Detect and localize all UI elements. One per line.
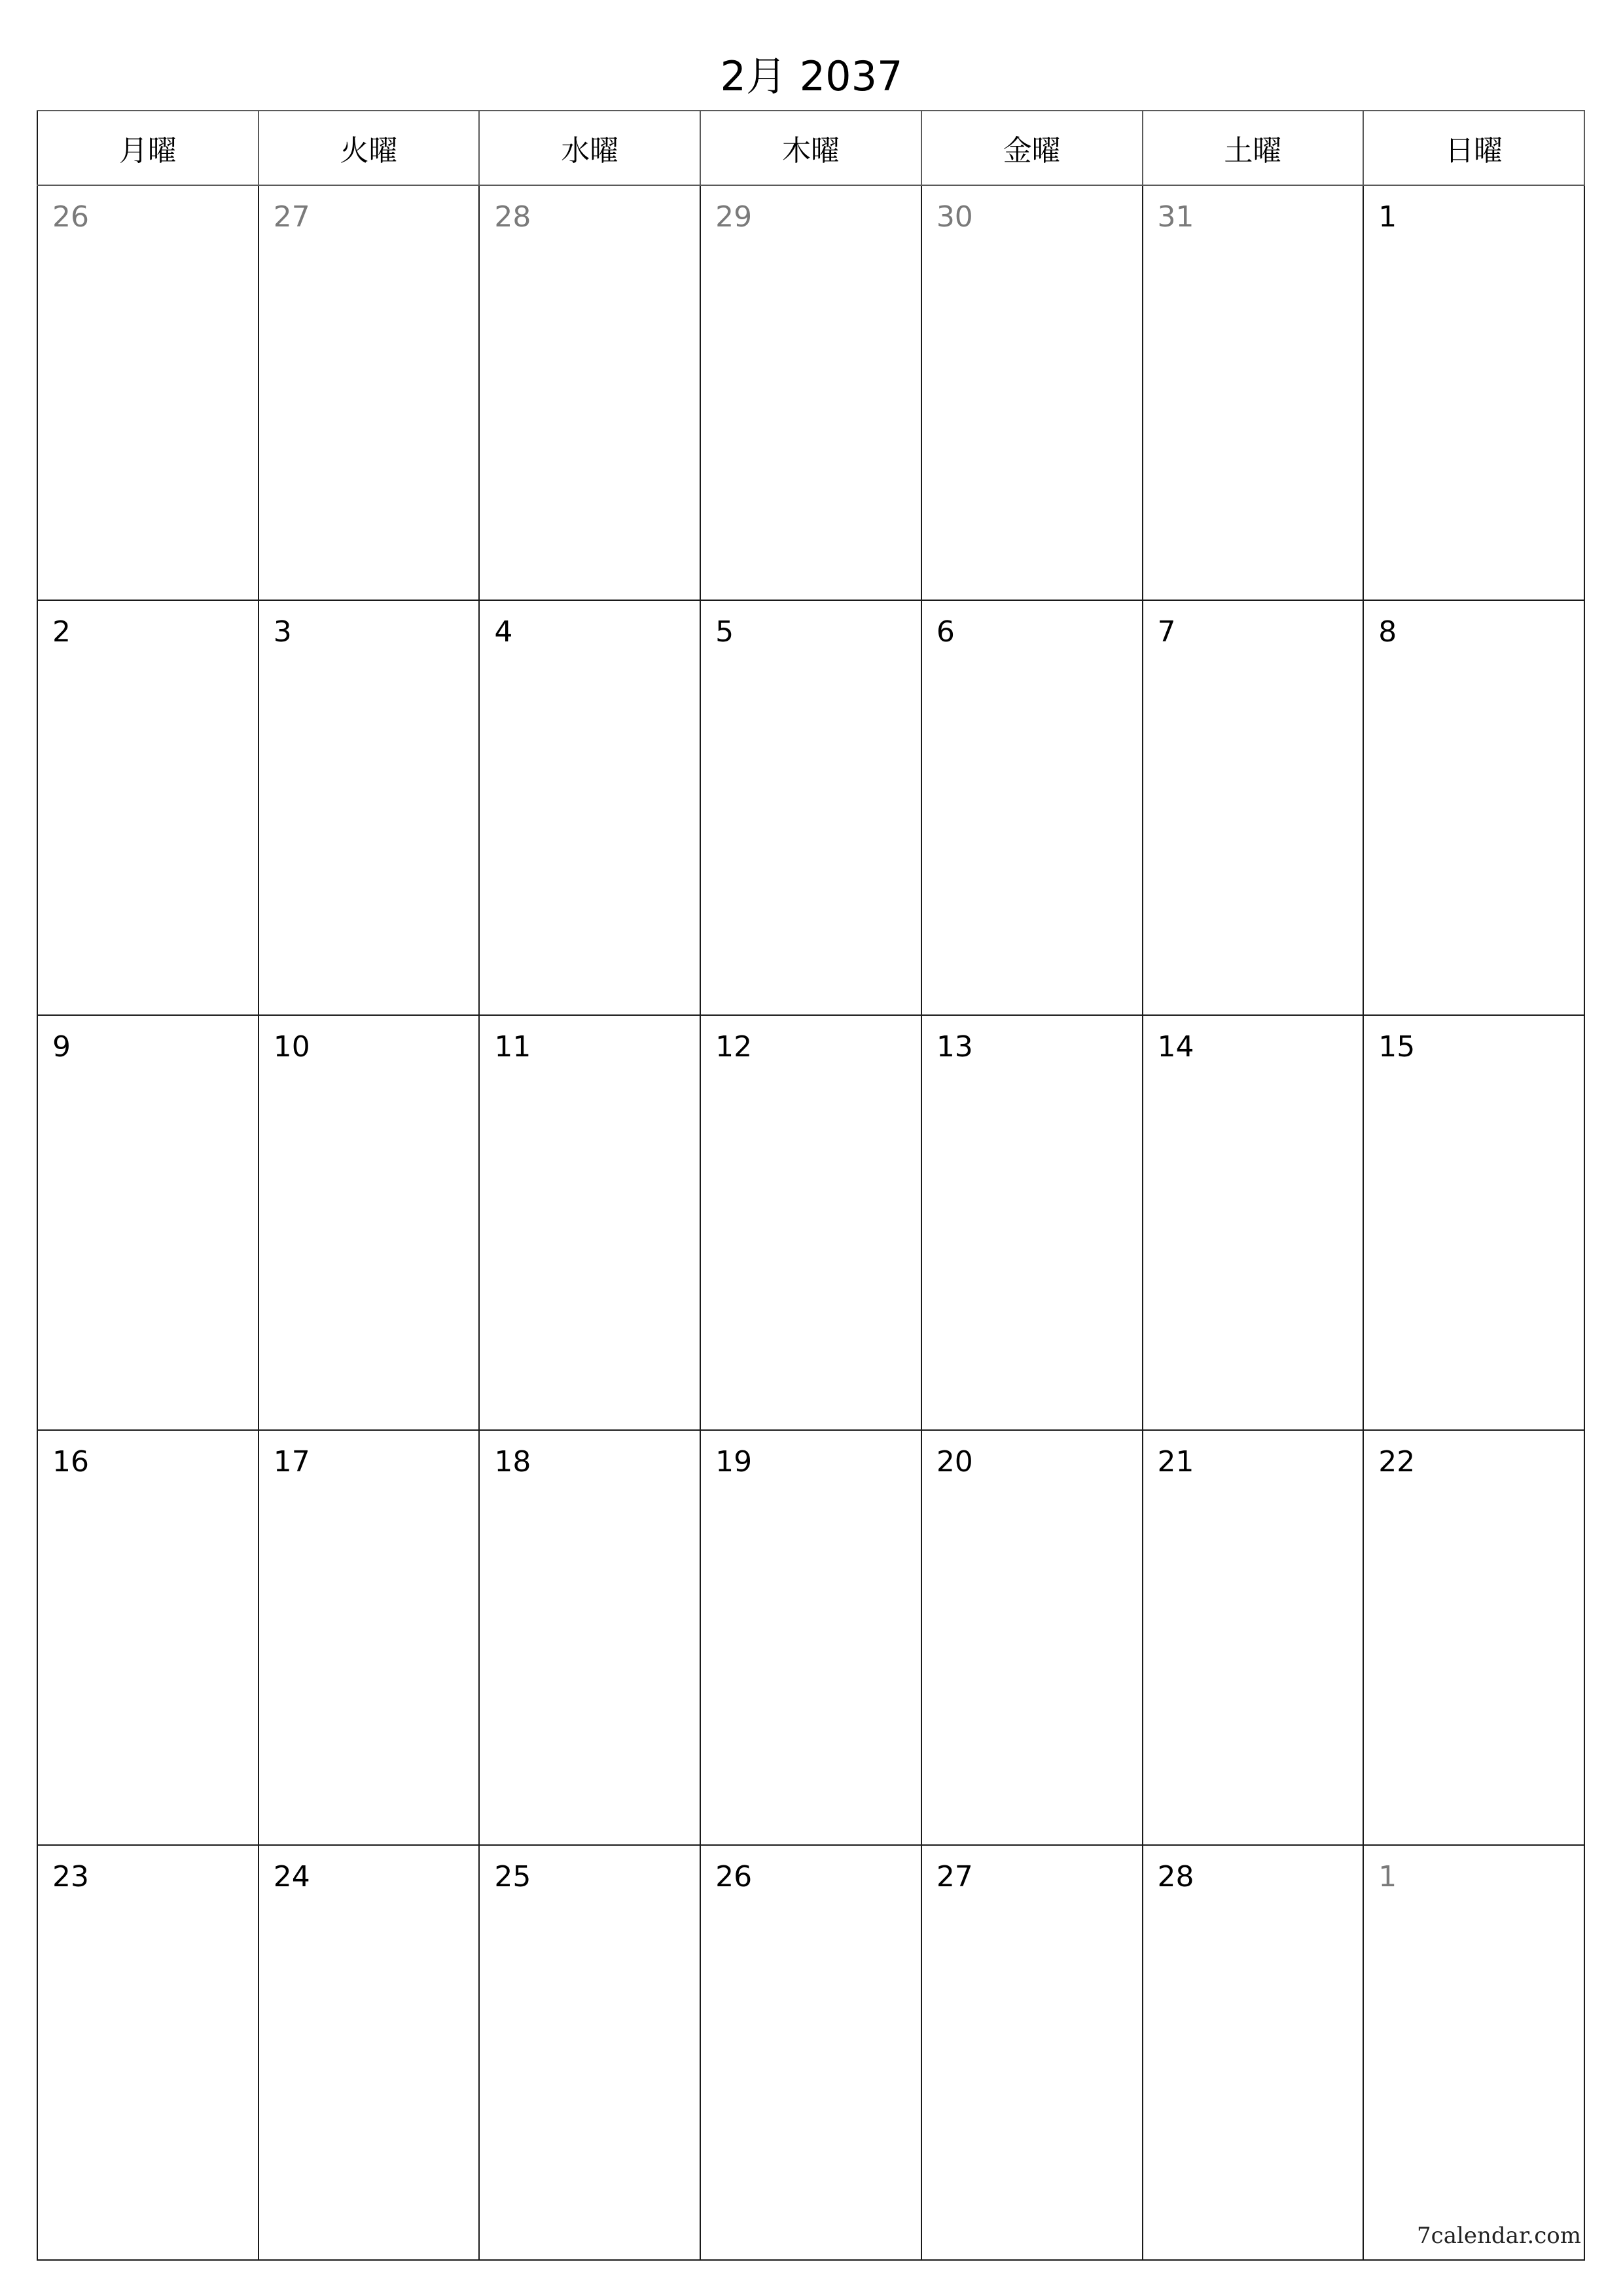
- day-number: 26: [715, 1860, 753, 1893]
- day-cell: [921, 1430, 1143, 1845]
- day-number: 23: [52, 1860, 89, 1893]
- day-number-outside-month: 27: [273, 200, 310, 234]
- day-number: 13: [936, 1030, 973, 1064]
- month-grid: [37, 110, 1585, 2261]
- day-number: 27: [936, 1860, 973, 1893]
- day-cell: [259, 1015, 480, 1430]
- day-cell: [700, 1845, 921, 2260]
- day-number: 3: [273, 615, 292, 649]
- day-cell: [259, 600, 480, 1015]
- week-row: [37, 185, 1584, 600]
- day-cell: [1143, 1430, 1364, 1845]
- day-number: 5: [715, 615, 734, 649]
- weekday-header-row: [37, 111, 1584, 185]
- day-cell: [700, 1430, 921, 1845]
- day-cell: [1143, 600, 1364, 1015]
- day-number-outside-month: 1: [1378, 1860, 1397, 1893]
- day-number-outside-month: 31: [1157, 200, 1194, 234]
- day-cell: [921, 1015, 1143, 1430]
- day-cell: [259, 185, 480, 600]
- day-cell: [1363, 185, 1584, 600]
- day-cell: [37, 600, 259, 1015]
- day-number: 19: [715, 1445, 753, 1479]
- week-row: [37, 1845, 1584, 2260]
- day-number-outside-month: 28: [494, 200, 531, 234]
- day-cell: [1143, 1015, 1364, 1430]
- day-cell: [921, 600, 1143, 1015]
- day-cell: [479, 1015, 700, 1430]
- day-number: 28: [1157, 1860, 1194, 1893]
- weekday-header-saturday: 土曜: [1143, 111, 1364, 185]
- day-cell: [479, 600, 700, 1015]
- watermark-text: 7calendar.com: [1417, 2223, 1581, 2249]
- day-cell: [921, 185, 1143, 600]
- day-number: 17: [273, 1445, 310, 1479]
- day-cell: [1143, 185, 1364, 600]
- day-number: 16: [52, 1445, 89, 1479]
- day-cell: [1363, 1430, 1584, 1845]
- weekday-header-wednesday: 水曜: [479, 111, 700, 185]
- day-cell: [259, 1845, 480, 2260]
- day-cell: [37, 1015, 259, 1430]
- day-number: 9: [52, 1030, 71, 1064]
- day-number: 22: [1378, 1445, 1416, 1479]
- week-row: [37, 1015, 1584, 1430]
- day-number: 15: [1378, 1030, 1416, 1064]
- week-row: [37, 1430, 1584, 1845]
- day-cell: [921, 1845, 1143, 2260]
- day-number-outside-month: 30: [936, 200, 973, 234]
- calendar-title: 2月 2037: [720, 52, 903, 100]
- weekday-header-friday: 金曜: [921, 111, 1143, 185]
- day-cell: [1363, 1845, 1584, 2260]
- day-number: 6: [936, 615, 955, 649]
- day-cell: [1143, 1845, 1364, 2260]
- day-number: 20: [936, 1445, 973, 1479]
- weekday-header-monday: 月曜: [37, 111, 259, 185]
- day-cell: [37, 185, 259, 600]
- day-number: 7: [1157, 615, 1176, 649]
- day-cell: [1363, 600, 1584, 1015]
- day-number: 4: [494, 615, 513, 649]
- day-number: 10: [273, 1030, 310, 1064]
- day-number: 8: [1378, 615, 1397, 649]
- day-number-outside-month: 26: [52, 200, 89, 234]
- day-number: 25: [494, 1860, 531, 1893]
- day-cell: [479, 185, 700, 600]
- weekday-header-sunday: 日曜: [1363, 111, 1584, 185]
- day-number: 2: [52, 615, 71, 649]
- day-cell: [37, 1430, 259, 1845]
- weekday-header-tuesday: 火曜: [259, 111, 480, 185]
- day-number: 1: [1378, 200, 1397, 234]
- day-number: 12: [715, 1030, 753, 1064]
- day-number: 21: [1157, 1445, 1194, 1479]
- day-cell: [700, 185, 921, 600]
- day-cell: [700, 600, 921, 1015]
- day-number: 11: [494, 1030, 531, 1064]
- weeks-body: [37, 185, 1584, 2260]
- day-number: 18: [494, 1445, 531, 1479]
- day-cell: [700, 1015, 921, 1430]
- weekday-header-thursday: 木曜: [700, 111, 921, 185]
- day-number: 24: [273, 1860, 310, 1893]
- day-number-outside-month: 29: [715, 200, 753, 234]
- day-cell: [479, 1845, 700, 2260]
- day-cell: [479, 1430, 700, 1845]
- day-number: 14: [1157, 1030, 1194, 1064]
- day-cell: [259, 1430, 480, 1845]
- day-cell: [37, 1845, 259, 2260]
- day-cell: [1363, 1015, 1584, 1430]
- week-row: [37, 600, 1584, 1015]
